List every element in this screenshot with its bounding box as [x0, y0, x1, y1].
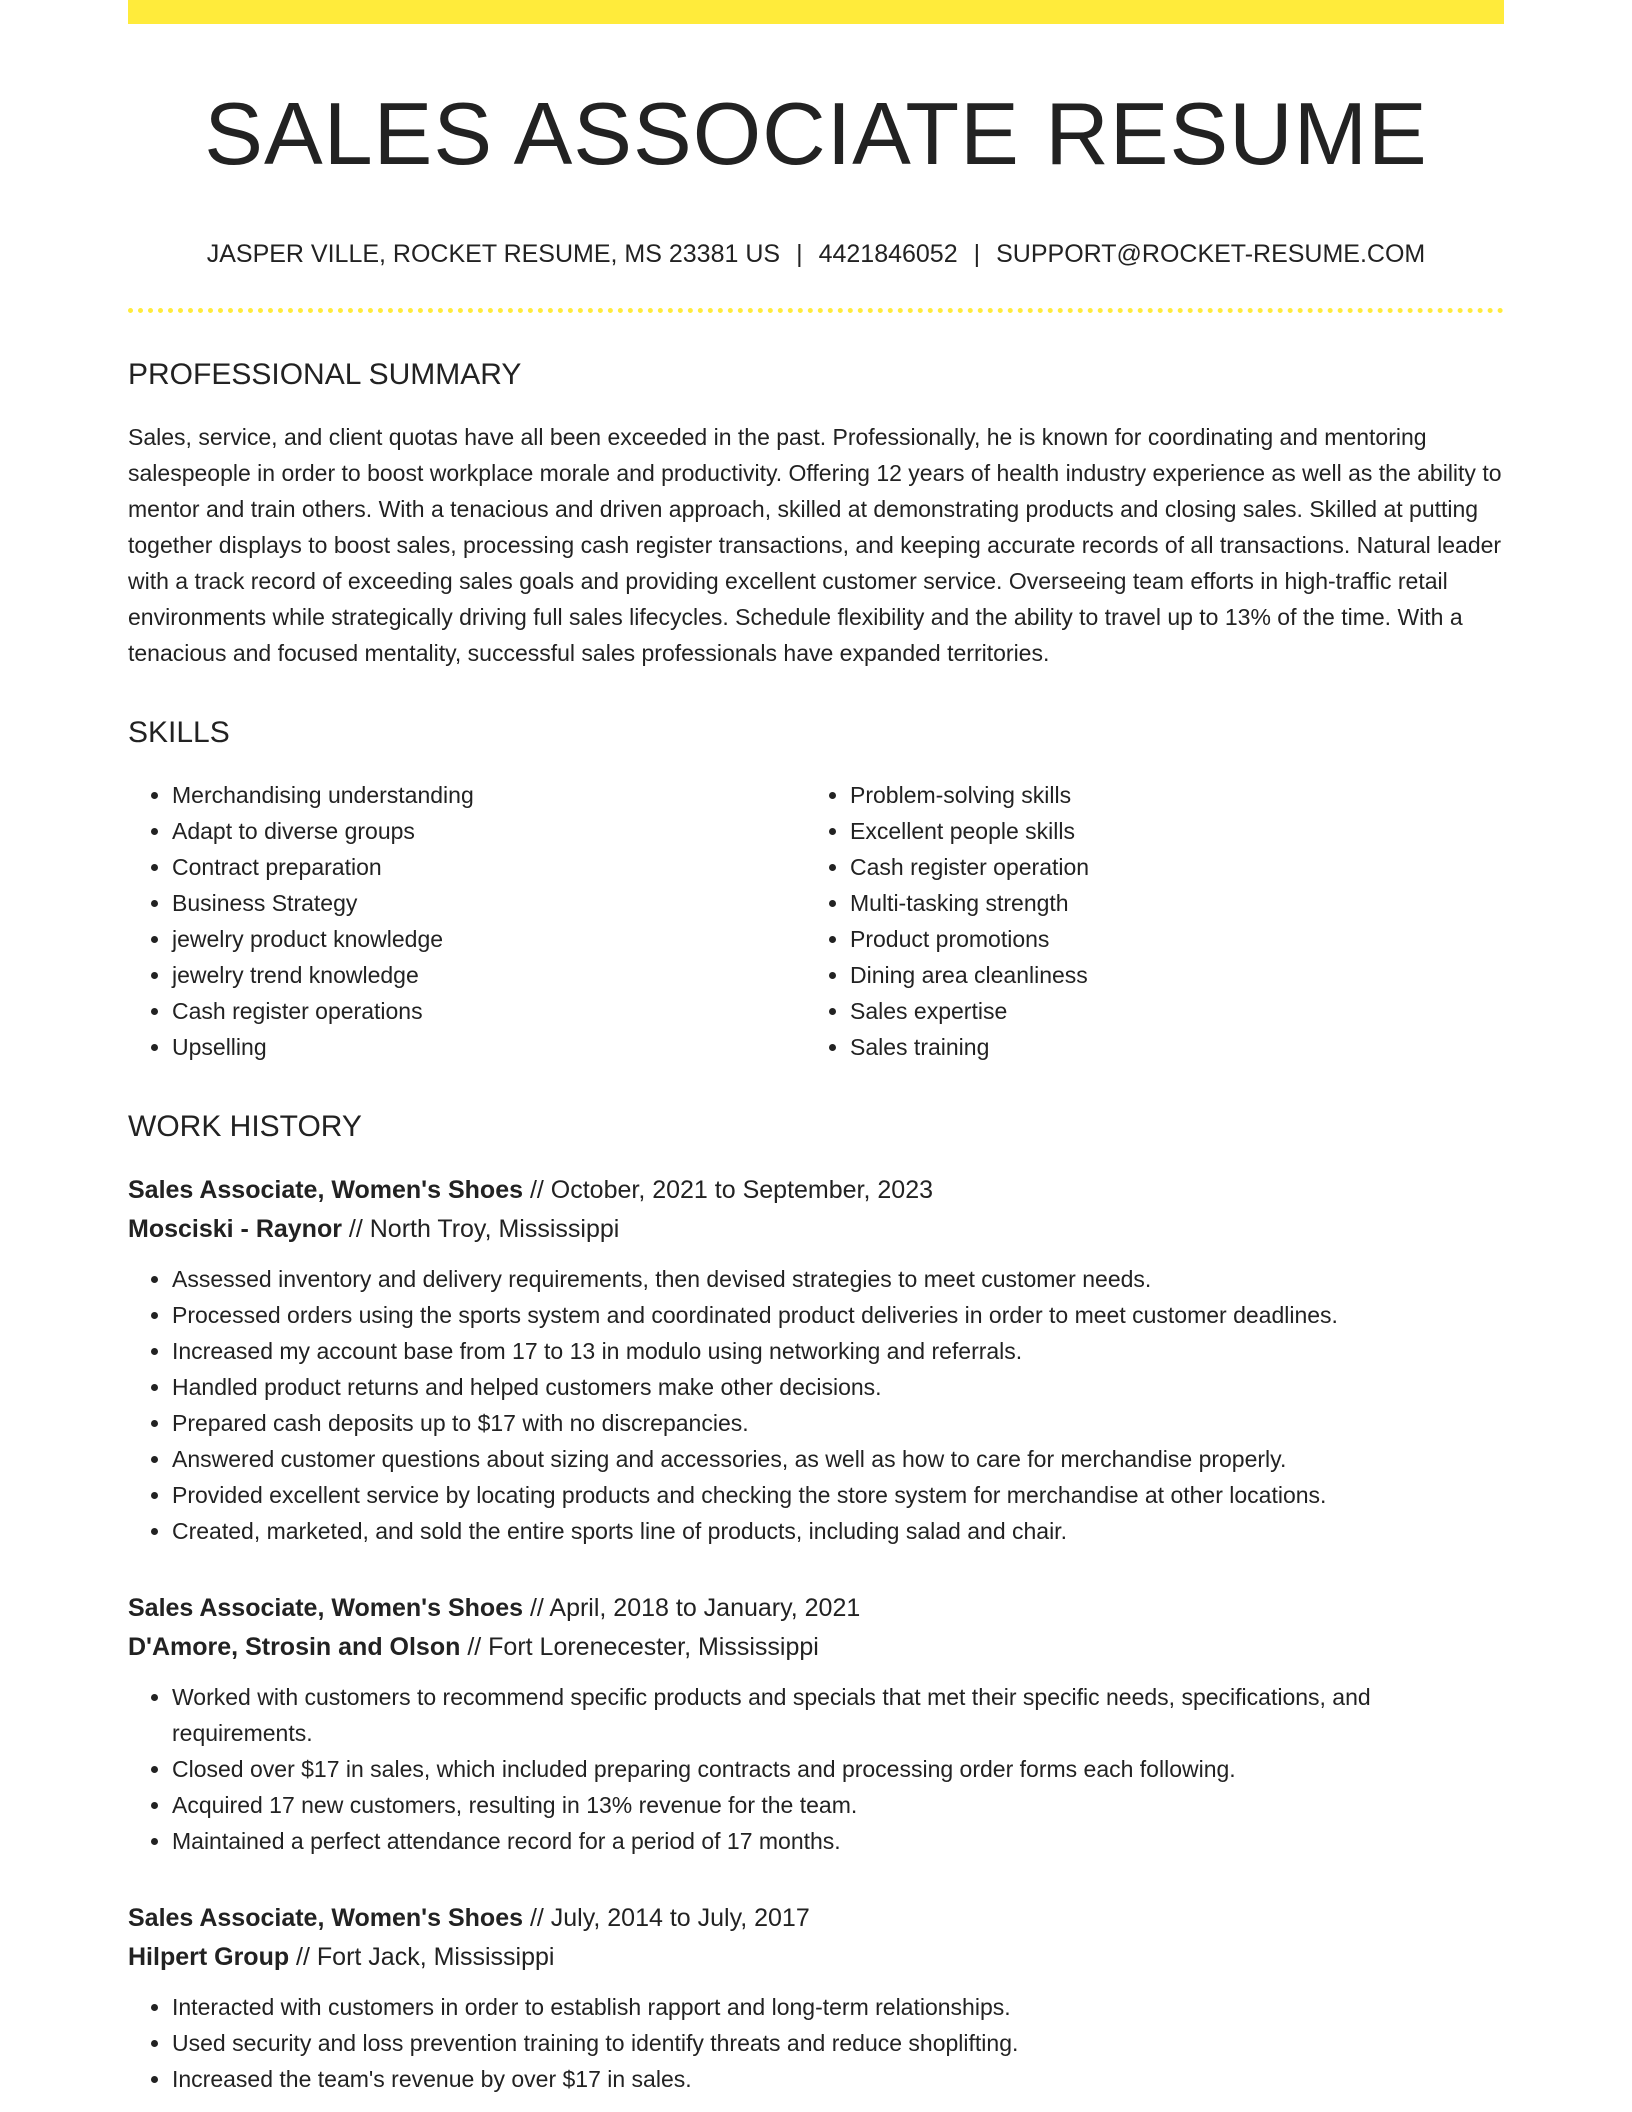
job-entry	[128, 1899, 1504, 2097]
job-dates: // July, 2014 to July, 2017	[523, 1904, 810, 1932]
skill-item: • Business Strategy	[172, 885, 806, 921]
skill-item: • Upselling	[172, 1029, 806, 1065]
job-bullet: • Processed orders using the sports system and coordinated product deliveries in order to meet customer deadlines.	[172, 1297, 1504, 1333]
job-bullet: • Answered customer questions about sizing and accessories, as well as how to care for merchandise properly.	[172, 1441, 1504, 1477]
contact-address: JASPER VILLE, ROCKET RESUME, MS 23381 US	[206, 240, 781, 268]
skill-item: • Contract preparation	[172, 849, 806, 885]
summary-text: Sales, service, and client quotas have all been exceeded in the past. Professionally, he is known for coordinating and mentoring salespeople in order to boost workplace morale and productivity. Offering 12 years of health industry experience as well as the ability to mentor and train others. With a tenacious and driven approach, skilled at demonstrating products and closing sales. Skilled at putting together displays to boost sales, processing cash register transactions, and keeping accurate records of all transactions. Natural leader with a track record of exceeding sales goals and providing excellent customer service. Overseeing team efforts in high-traffic retail environments while strategically driving full sales lifecycles. Schedule flexibility and the ability to travel up to 13% of the time. With a tenacious and focused mentality, successful sales professionals have expanded territories.	[128, 424, 1502, 666]
job-company: D'Amore, Strosin and Olson	[128, 1633, 461, 1661]
skill-item: • Problem-solving skills	[850, 777, 1484, 813]
skills-column-left	[128, 777, 806, 1065]
skill-item: • Excellent people skills	[850, 813, 1484, 849]
skills-heading: SKILLS	[128, 716, 230, 749]
skill-item: • Multi-tasking strength	[850, 885, 1484, 921]
job-location: // North Troy, Mississippi	[341, 1215, 620, 1243]
job-bullet: • Created, marketed, and sold the entire sports line of products, including salad and chair.	[172, 1513, 1504, 1549]
job-role: Sales Associate, Women's Shoes	[128, 1176, 523, 1204]
job-bullet: • Increased the team's revenue by over $17 in sales.	[172, 2061, 1504, 2097]
job-role: Sales Associate, Women's Shoes	[128, 1904, 523, 1932]
skill-item: • jewelry product knowledge	[172, 921, 806, 957]
job-entry	[128, 1589, 1504, 1859]
job-bullet: • Handled product returns and helped customers make other decisions.	[172, 1369, 1504, 1405]
skill-item: • Adapt to diverse groups	[172, 813, 806, 849]
job-bullet: • Used security and loss prevention training to identify threats and reduce shoplifting.	[172, 2025, 1504, 2061]
job-location: // Fort Jack, Mississippi	[289, 1943, 555, 1971]
contact-separator: |	[973, 240, 981, 268]
job-dates: // October, 2021 to September, 2023	[523, 1176, 933, 1204]
job-title-line	[128, 1589, 1504, 1628]
job-entry	[128, 1171, 1504, 1549]
contact-separator: |	[796, 240, 803, 268]
skills-column-right	[806, 777, 1484, 1065]
job-bullets	[128, 1679, 1504, 1859]
job-company-line	[128, 1210, 1504, 1249]
job-bullet: • Provided excellent service by locating products and checking the store system for merchandise at other locations.	[172, 1477, 1504, 1513]
job-location: // Fort Lorenecester, Mississippi	[460, 1633, 819, 1661]
job-title-line	[128, 1171, 1504, 1210]
skill-item: • Merchandising understanding	[172, 777, 806, 813]
accent-bar	[128, 0, 1504, 24]
job-bullets	[128, 1989, 1504, 2097]
job-company-line	[128, 1938, 1504, 1977]
job-bullet: • Maintained a perfect attendance record for a period of 17 months.	[172, 1823, 1504, 1859]
job-bullet: • Interacted with customers in order to establish rapport and long-term relationships.	[172, 1989, 1504, 2025]
job-company: Hilpert Group	[128, 1943, 290, 1971]
skill-item: • Cash register operations	[172, 993, 806, 1029]
resume-page	[128, 0, 1504, 2097]
job-role: Sales Associate, Women's Shoes	[128, 1594, 523, 1622]
contact-email: SUPPORT@ROCKET-RESUME.COM	[996, 240, 1426, 268]
job-bullet: • Increased my account base from 17 to 13 in modulo using networking and referrals.	[172, 1333, 1504, 1369]
job-title-line	[128, 1899, 1504, 1938]
skill-item: • Dining area cleanliness	[850, 957, 1484, 993]
skill-item: • Sales expertise	[850, 993, 1484, 1029]
contact-line	[128, 238, 1504, 270]
job-bullet: • Assessed inventory and delivery requirements, then devised strategies to meet customer needs.	[172, 1261, 1504, 1297]
skills-list	[128, 777, 1504, 1065]
skill-item: • jewelry trend knowledge	[172, 957, 806, 993]
skill-item: • Product promotions	[850, 921, 1484, 957]
work-history-heading: WORK HISTORY	[128, 1110, 362, 1143]
job-dates: // April, 2018 to January, 2021	[523, 1594, 861, 1622]
job-bullet: • Closed over $17 in sales, which included preparing contracts and processing order forms each following.	[172, 1751, 1504, 1787]
summary-heading: PROFESSIONAL SUMMARY	[128, 358, 522, 391]
job-bullet: • Acquired 17 new customers, resulting in 13% revenue for the team.	[172, 1787, 1504, 1823]
job-company-line	[128, 1628, 1504, 1667]
skill-item: • Cash register operation	[850, 849, 1484, 885]
contact-phone: 4421846052	[818, 240, 958, 268]
skill-item: • Sales training	[850, 1029, 1484, 1065]
dotted-divider	[128, 308, 1504, 313]
job-bullet: • Prepared cash deposits up to $17 with no discrepancies.	[172, 1405, 1504, 1441]
resume-title: SALES ASSOCIATE RESUME	[204, 84, 1428, 183]
job-company: Mosciski - Raynor	[128, 1215, 342, 1243]
job-bullet: • Worked with customers to recommend specific products and specials that met their specific needs, specifications, and requirements.	[172, 1679, 1504, 1751]
job-bullets	[128, 1261, 1504, 1549]
